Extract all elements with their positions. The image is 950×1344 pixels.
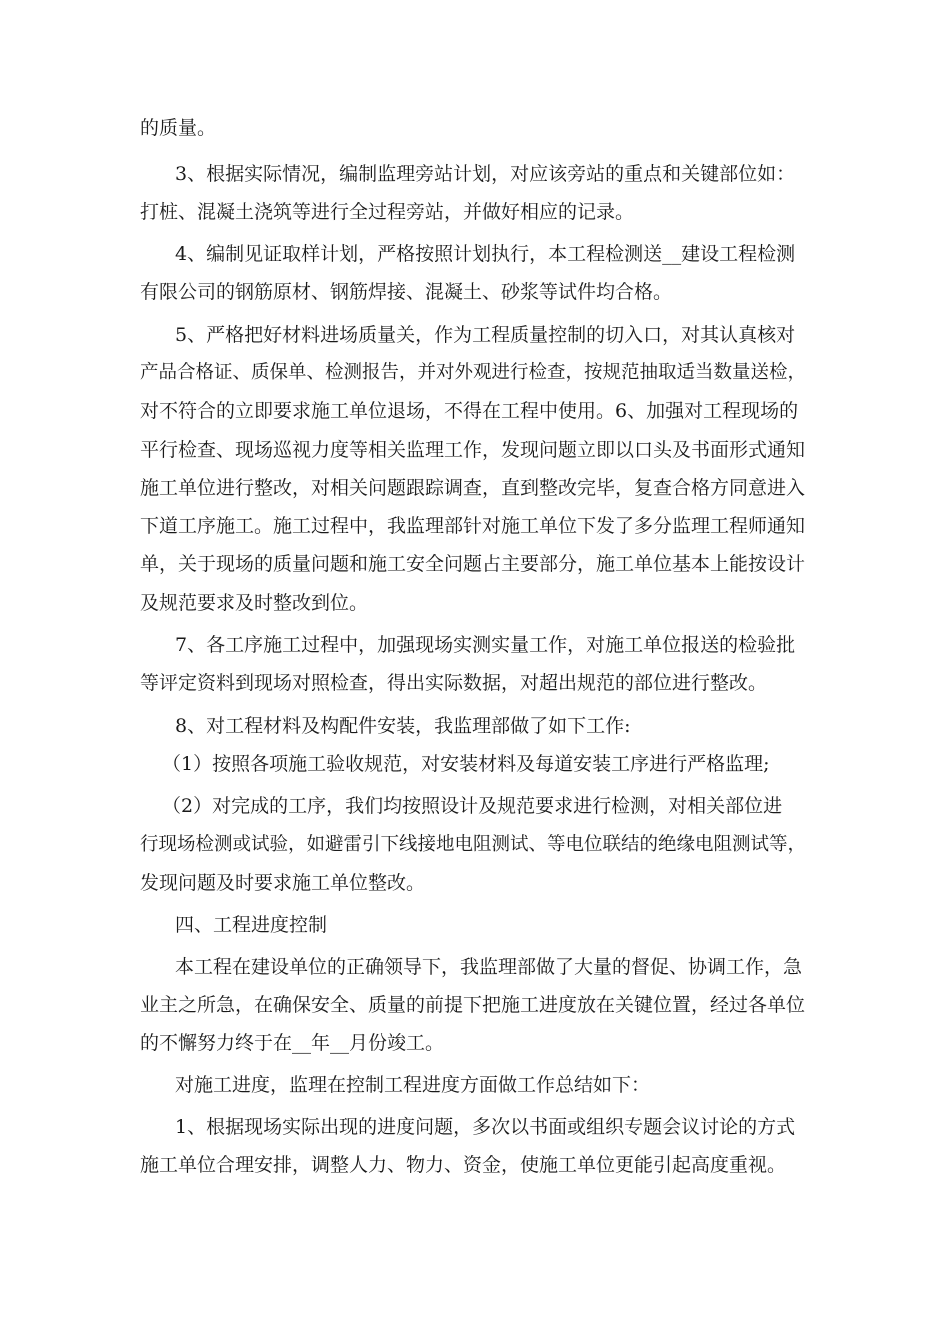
text-line-6: 5、严格把好材料进场质量关，作为工程质量控制的切入口，对其认真核对 (175, 324, 796, 346)
text-line-12: 单，关于现场的质量问题和施工安全问题占主要部分，施工单位基本上能按设计 (140, 553, 806, 575)
text-line-14: 7、各工序施工过程中，加强现场实测实量工作，对施工单位报送的检验批 (175, 634, 796, 656)
text-line-22: 本工程在建设单位的正确领导下，我监理部做了大量的督促、协调工作，急 (175, 956, 803, 978)
text-line-15: 等评定资料到现场对照检查，得出实际数据，对超出规范的部位进行整改。 (140, 672, 768, 694)
text-line-3: 打桩、混凝土浇筑等进行全过程旁站，并做好相应的记录。 (140, 201, 635, 223)
text-line-26: 1、根据现场实际出现的进度问题，多次以书面或组织专题会议讨论的方式 (175, 1116, 796, 1138)
text-line-20: 发现问题及时要求施工单位整改。 (140, 872, 426, 894)
text-line-24: 的不懈努力终于在__年__月份竣工。 (140, 1032, 445, 1054)
section-heading: 四、工程进度控制 (175, 914, 328, 936)
text-line-7: 产品合格证、质保单、检测报告，并对外观进行检查，按规范抽取适当数量送检， (140, 362, 807, 383)
text-line-10: 施工单位进行整改，对相关问题跟踪调查，直到整改完毕，复查合格方同意进入 (140, 477, 806, 499)
text-line-11: 下道工序施工。施工过程中，我监理部针对施工单位下发了多分监理工程师通知 (140, 515, 806, 537)
text-line-2: 3、根据实际情况，编制监理旁站计划，对应该旁站的重点和关键部位如： (175, 163, 796, 185)
text-line-9: 平行检查、现场巡视力度等相关监理工作，发现问题立即以口头及书面形式通知 (140, 439, 806, 461)
text-line-18: （2）对完成的工序，我们均按照设计及规范要求进行检测，对相关部位进 (162, 795, 783, 817)
text-line-25: 对施工进度，监理在控制工程进度方面做工作总结如下： (175, 1074, 651, 1096)
text-line-16: 8、对工程材料及构配件安装，我监理部做了如下工作: (175, 715, 631, 737)
text-line-17: （1）按照各项施工验收规范，对安装材料及每道安装工序进行严格监理; (162, 753, 770, 775)
text-line-1: 的质量。 (140, 117, 217, 139)
text-line-4: 4、编制见证取样计划，严格按照计划执行，本工程检测送__建设工程检测 (175, 243, 796, 265)
text-line-19: 行现场检测或试验，如避雷引下线接地电阻测试、等电位联结的绝缘电阻测试等， (140, 834, 807, 855)
text-line-13: 及规范要求及时整改到位。 (140, 592, 369, 614)
text-line-8: 对不符合的立即要求施工单位退场，不得在工程中使用。6、加强对工程现场的 (140, 400, 799, 422)
text-line-5: 有限公司的钢筋原材、钢筋焊接、混凝土、砂浆等试件均合格。 (140, 281, 673, 303)
text-line-27: 施工单位合理安排，调整人力、物力、资金，使施工单位更能引起高度重视。 (140, 1154, 787, 1176)
text-line-23: 业主之所急，在确保安全、质量的前提下把施工进度放在关键位置，经过各单位 (140, 994, 806, 1016)
